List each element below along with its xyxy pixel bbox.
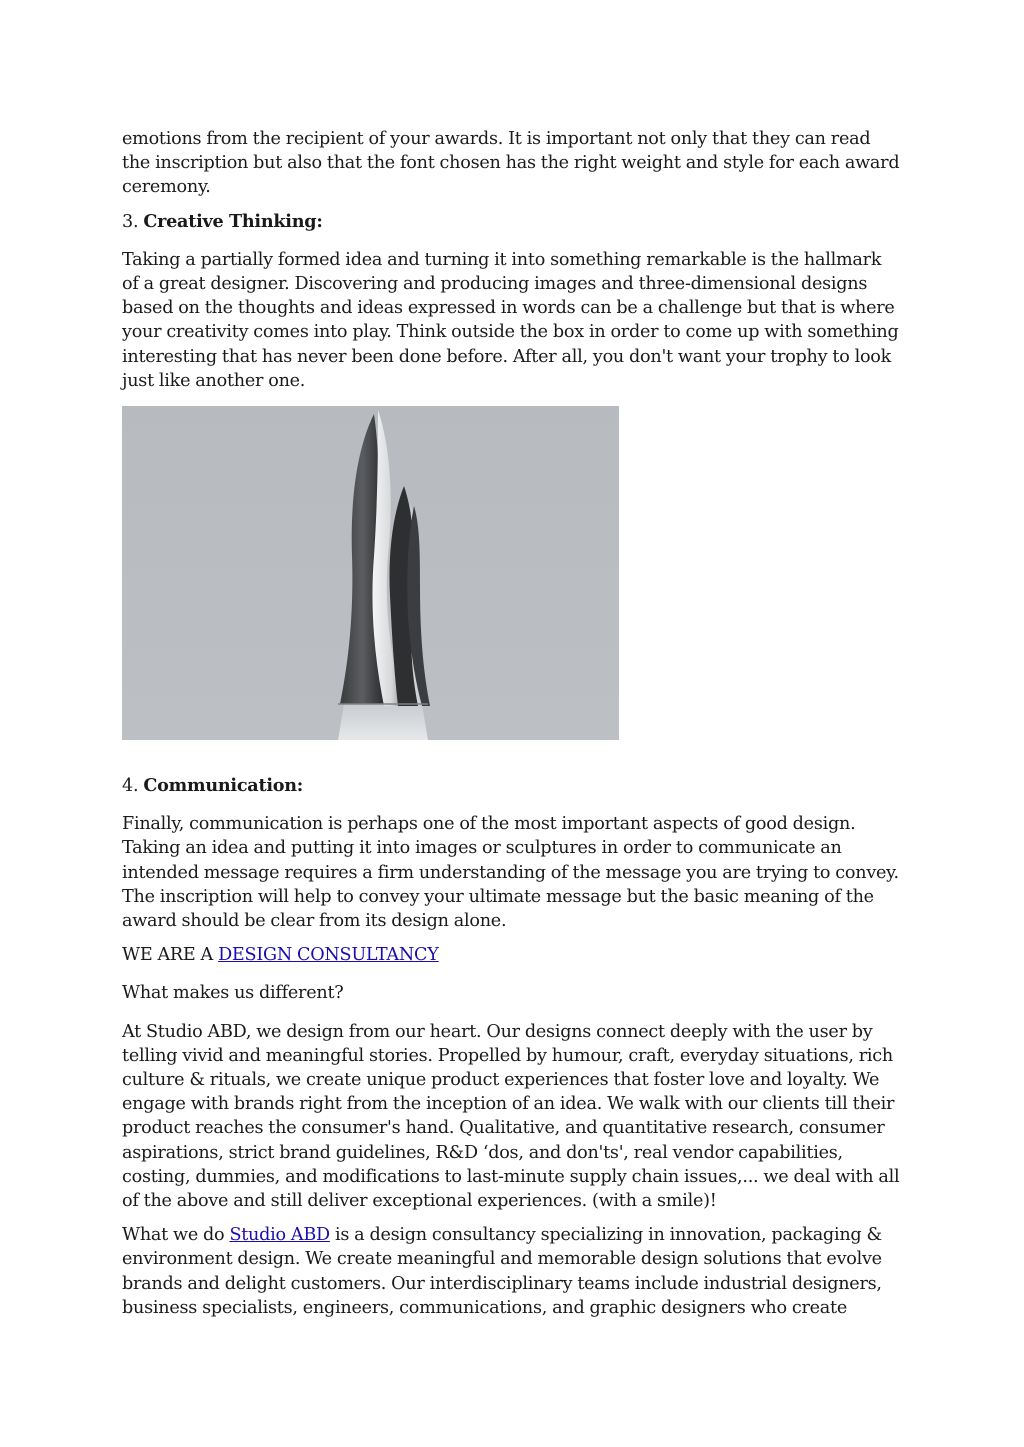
trophy-sculpture-image (122, 406, 619, 740)
section-3-title: Creative Thinking: (143, 210, 323, 232)
section-3-body: Taking a partially formed idea and turning it into something remarkable is the hallmark of a great designer. Discovering and producing images and three-dimensional designs based on the thoughts and ideas expressed in words can be a challenge but that is where your creativity comes into play. Think outside the box in order to come up with something interesting that has never been done before. After all, you don't want your trophy to look just like another one. (122, 249, 899, 391)
section-4-title: Communication: (143, 775, 304, 797)
intro-paragraph: emotions from the recipient of your awards. It is important not only that they can read the inscription but also that the font chosen has the right weight and style for each award ceremony. (122, 129, 900, 198)
consultancy-line (122, 943, 902, 967)
studio-abd-link[interactable]: Studio ABD (229, 1225, 330, 1246)
design-consultancy-link[interactable]: DESIGN CONSULTANCY (218, 945, 439, 966)
section-3-heading (122, 210, 902, 234)
section-4-body: Finally, communication is perhaps one of the most important aspects of good design. Taking an idea and putting it into images or sculptures in order to communicate an intended message requires a firm understanding of the message you are trying to convey. The inscription will help to convey your ultimate message but the basic meaning of the award should be clear from its design alone. (122, 814, 899, 932)
section-4-heading (122, 774, 902, 798)
what-we-do-prefix: What we do (122, 1225, 230, 1246)
section-3-number: 3. (122, 211, 144, 232)
what-we-do-paragraph (122, 1223, 902, 1320)
section-4-number: 4. (122, 776, 144, 797)
what-we-do-text: is a design consultancy specializing in innovation, packaging & environment design. We create meaningful and memorable design solutions that evolve brands and delight customers. Our interdisciplinary teams include industrial designers, business specialists, engineers, communications, and graphic designers who create (122, 1225, 882, 1318)
consultancy-prefix: WE ARE A (122, 945, 219, 966)
about-paragraph: At Studio ABD, we design from our heart. Our designs connect deeply with the user by telling vivid and meaningful stories. Propelled by humour, craft, everyday situations, rich culture & rituals, we create unique product experiences that foster love and loyalty. We engage with brands right from the inception of an idea. We walk with our clients till their product reaches the consumer's hand. Qualitative, and quantitative research, consumer aspirations, strict brand guidelines, R&D ‘dos, and don'ts', real vendor capabilities, costing, dummies, and modifications to last-minute supply chain issues,... we deal with all of the above and still deliver exceptional experiences. (with a smile)! (122, 1021, 900, 1212)
question-line: What makes us different? (122, 983, 344, 1004)
document-page (122, 127, 902, 1320)
trophy-sculpture-icon (122, 406, 619, 740)
